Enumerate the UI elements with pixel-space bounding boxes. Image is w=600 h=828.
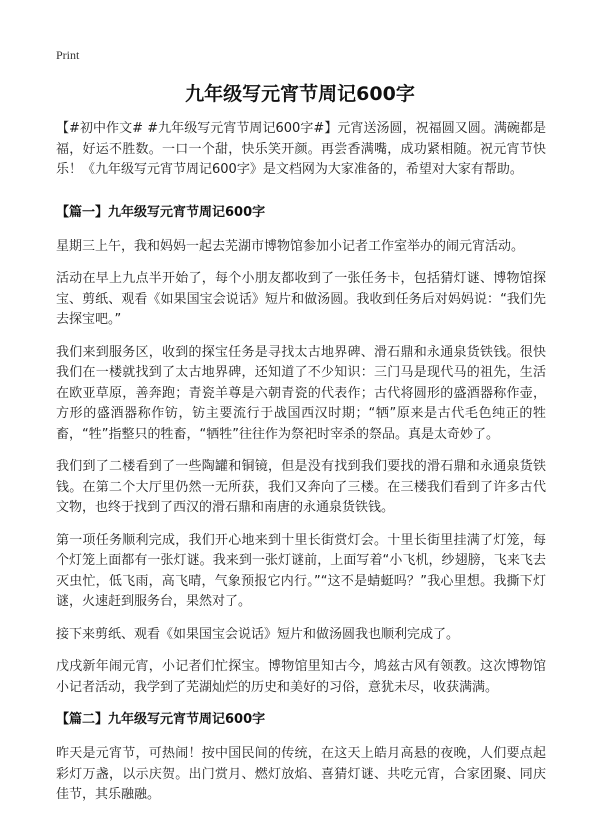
paragraph: 第一项任务顺利完成，我们开心地来到十里长街赏灯会。十里长街里挂满了灯笼，每个灯笼上面都有一张灯谜。我来到一张灯谜前，上面写着“小飞机，纱翅膀，飞来飞去灭虫忙，低飞雨，高飞晴，气象预报它内行。”“这不是蜻蜓吗？”我心里想。我撕下灯谜，火速赶到服务台，果然对了。 <box>56 532 546 609</box>
paragraph: 活动在早上九点半开始了，每个小朋友都收到了一张任务卡，包括猜灯谜、博物馆探宝、剪纸、观看《如果国宝会说话》短片和做汤圆。我收到任务后对妈妈说：“我们先去探宝吧。” <box>56 271 546 327</box>
paragraph: 我们来到服务区，收到的探宝任务是寻找太古地界碑、滑石鼎和永通泉货铁钱。很快我们在一楼就找到了太古地界碑，还知道了不少知识：三门马是现代马的祖先，生活在欧亚草原，善奔跑；青瓷羊尊是六朝青瓷的代表作；古代将圆形的盛酒器称作壶，方形的盛酒器称作钫，钫主要流行于战国西汉时期；“牺”原来是古代毛色纯正的牲畜，“牲”指整只的牲畜，“牺牲”往往作为祭祀时宰杀的祭品。真是太奇妙了。 <box>56 344 546 442</box>
paragraph: 星期三上午，我和妈妈一起去芜湖市博物馆参加小记者工作室举办的闹元宵活动。 <box>56 238 525 254</box>
section-1 <box>56 203 546 699</box>
article-body <box>56 119 546 818</box>
paragraph: 我们到了二楼看到了一些陶罐和铜镜，但是没有找到我们要找的滑石鼎和永通泉货铁钱。在第二个大厅里仍然一无所获，我们又奔向了三楼。在三楼我们看到了许多古代文物，也终于找到了西汉的滑石鼎和南唐的永通泉货铁钱。 <box>56 459 546 515</box>
section-2 <box>56 710 546 806</box>
intro-paragraph: 【#初中作文# #九年级写元宵节周记600字#】元宵送汤圆，祝福圆又圆。满碗都是福，好运不胜数。一口一个甜，快乐笑开颜。再尝香满嘴，成功紧相随。祝元宵节快乐！《九年级写元宵节周记600字》是文档网为大家准备的，希望对大家有帮助。 <box>56 121 546 177</box>
section-heading: 【篇一】九年级写元宵节周记600字 <box>56 204 266 220</box>
print-link[interactable]: Print <box>56 48 80 62</box>
paragraph: 接下来剪纸、观看《如果国宝会说话》短片和做汤圆我也顺利完成了。 <box>56 626 460 642</box>
page-title: 九年级写元宵节周记600字 <box>185 83 415 105</box>
paragraph: 昨天是元宵节，可热闹！按中国民间的传统，在这天上皓月高悬的夜晚，人们要点起彩灯万盏，以示庆贺。出门赏月、燃灯放焰、喜猜灯谜、共吃元宵，合家团聚、同庆佳节，其乐融融。 <box>56 746 546 802</box>
paragraph: 戊戌新年闹元宵，小记者们忙探宝。博物馆里知古今，鸠兹古风有领教。这次博物馆小记者活动，我学到了芜湖灿烂的历史和美好的习俗，意犹未尽，收获满满。 <box>56 659 546 695</box>
section-heading: 【篇二】九年级写元宵节周记600字 <box>56 712 266 727</box>
